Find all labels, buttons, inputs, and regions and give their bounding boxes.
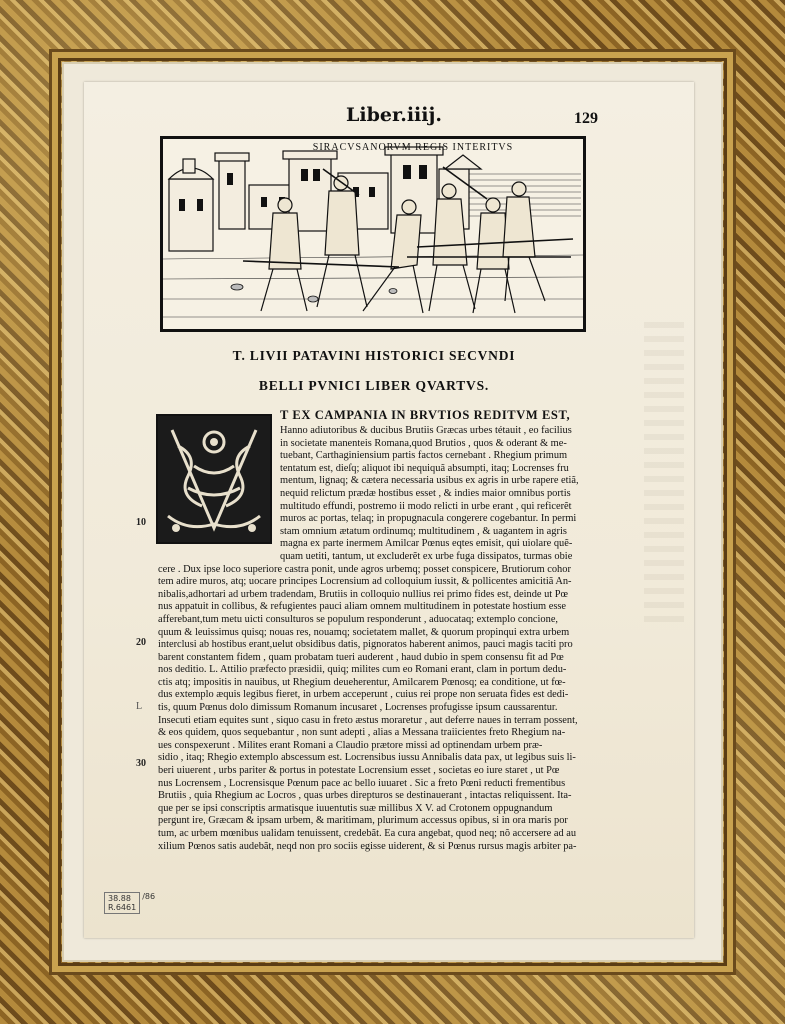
text-line: in societate manenteis Romana,quod Brutios , quos & oderant & me- xyxy=(280,437,567,449)
stamp-suffix: /86 xyxy=(142,892,156,901)
text-line: sidio , itaq; Rhegio extemplo abscessum est. Locrensibus iussu Annibalis data pax, ut legibus suis li- xyxy=(158,752,576,764)
text-line: beri uiuerent , urbs pariter & portus in potestate Locrensium esset , societas eo iure staret , ut Pœ xyxy=(158,765,560,777)
book-title-line-1: T. LIVII PATAVINI HISTORICI SECVNDI xyxy=(232,348,516,363)
text-line: tum, ac urbem mœnibus ualidam tenuissent, credebãt. Ea cura angebat, quod neq; nõ accersere ad au xyxy=(158,828,577,839)
woodcut-illustration-icon xyxy=(163,139,583,329)
text-line: Insecuti etiam equites sunt , siquo casu in freto æstus moraretur , aut deferre naues in terram possent, xyxy=(158,714,578,726)
text-line: magna ex parte inermem Amilcar Pœnus eqtes emisit, qui uiolare quẽ- xyxy=(280,538,573,550)
text-line: interclusi ab hostibus erant,uelut obsidibus datis, pignoratos haberent animos, pauci magis taciti pro xyxy=(158,639,573,651)
woodcut-caption: SIRACVSANORVM REGIS INTERITVS xyxy=(312,142,514,153)
text-line: mentum, lignaq; & cætera necessaria usibus ex agris in urbe rapere etiã, xyxy=(280,475,579,487)
page-number: 129 xyxy=(574,110,598,127)
margin-line-number-30: 30 xyxy=(136,758,146,769)
running-head: Liber.iiij. xyxy=(346,104,442,126)
margin-mark: L xyxy=(136,701,143,712)
text-line: Hanno adiutoribus & ducibus Brutiis Græcas urbes tétauit , eo facilius xyxy=(280,425,572,436)
text-line: muros ac portas, telaq; in propugnacula congerere cogebantur. In permi xyxy=(280,513,577,525)
incipit-line: T EX CAMPANIA IN BRVTIOS REDITVM EST, xyxy=(280,408,571,422)
margin-line-number-10: 10 xyxy=(136,517,146,528)
text-line: nibalis,adhortari ad urbem tradendam, Brutiis in colloquio nullius rei primo fides est, deinde ut Pœ xyxy=(158,588,569,600)
text-line: quum & leuissimus quisq; nouas res, nouamq; societatem mallet, & quorum propinqui extra urbem xyxy=(158,626,570,638)
woodcut-illustration xyxy=(160,136,586,332)
stamp-top-text: 38.88 xyxy=(108,894,131,903)
text-line: tentatum est, dieſq; aliquot ibi nequiquã absumpti, itaq; Locrenses fru xyxy=(280,462,569,474)
text-line: que per se ipsi conscriptis armatisque iuuentutis suæ millibus X V. ad Crotonem oppugnandum xyxy=(158,802,553,814)
text-line: nos deditio. L. Attilio præfecto præsidii, quiq; milites cum eo Romani erant, clam in portum dedu- xyxy=(158,664,567,676)
stamp-bottom-text: R.6461 xyxy=(108,903,137,912)
book-title-line-2: BELLI PVNICI LIBER QVARTVS. xyxy=(258,378,490,393)
text-line: nus Locrensem , Locrensisque Pœnum pace ac bello iuuaret . Sic a freto Pœni reducti frementibus xyxy=(158,777,566,789)
text-line: xilium Pœnos satis audebãt, neqd non pro sociis egisse uiderent, & si Pœnus rursus magis arbiter pa- xyxy=(158,840,577,852)
text-line: tuebant, Carthaginiensium partis factos cernebant . Rhegium primum xyxy=(280,450,568,462)
library-stamp xyxy=(104,892,155,914)
stamp-box xyxy=(104,892,140,914)
text-line: nequid relictum prædæ hostibus esset , & indies maior omnibus portis xyxy=(280,487,571,499)
text-line: dus extemplo æquis legibus fieret, in urbem acceperunt , cuius rei prope non seruata fides est dedi- xyxy=(158,689,569,701)
text-line: cere . Dux ipse loco superiore castra ponit, unde agros urbemq; posset conspicere, Brutiorum cohor xyxy=(158,563,571,575)
text-line: stam omnium ætatum ordinumq; multitudinem , & uagantem in agris xyxy=(280,525,567,537)
text-line: & eos quidem, quos sequebantur , non sunt adepti , alias a Messana traiicientes freto Rhegium na- xyxy=(158,727,566,739)
show-through xyxy=(644,322,684,622)
text-line: nus appatuit in collibus, & refugientes pauci aliam omnem multitudinem in potestate hostium esse xyxy=(158,601,567,613)
text-line: afferebant,tum metu uicti consulturos se populum responderunt , aduocataq; extemplo concione, xyxy=(158,613,559,625)
text-line: tem adire muros, atq; uocare principes Locrensium ad colloquium iussit, & pollicentes amicitiã An- xyxy=(158,576,572,588)
margin-line-number-20: 20 xyxy=(136,637,146,648)
body-text xyxy=(158,425,590,853)
book-page xyxy=(84,82,694,938)
text-line: ues conspexerunt . Milites erant Romani a Claudio prætore missi ad optinendam urbem præ- xyxy=(158,739,543,751)
text-line: pergunt ire, Græcam & ipsam urbem, & maritimam, plurimum accessus opibus, si in ora maris por xyxy=(158,815,568,827)
text-line: ctis atq; impositis in nauibus, ut Rhegium deueherentur, Amilcarem Pœnosq; ea conditione, ut fœ- xyxy=(158,676,566,688)
text-line: Brutiis , quia Rhegium ac Locros , quas urbes direpturos se destinauerant , intactas reliquissent. Ita- xyxy=(158,790,572,802)
text-line: tis, quum Pœnus dolo dimissum Romanum incusaret , Locrenses profugisse ipsum caussarentur. xyxy=(158,702,558,714)
text-line: multitudo effundi, postremo ii modo relicti in urbe erant , qui reficerẽt xyxy=(280,500,572,512)
text-line: quam uetiti, tantum, ut excluderẽt ex urbe fuga dissipatos, turmas obie xyxy=(280,550,573,562)
text-line: barent constantem fidem , quam probatam tueri auderent , haud dubio in spem consensu fit ad Pœ xyxy=(158,651,564,663)
